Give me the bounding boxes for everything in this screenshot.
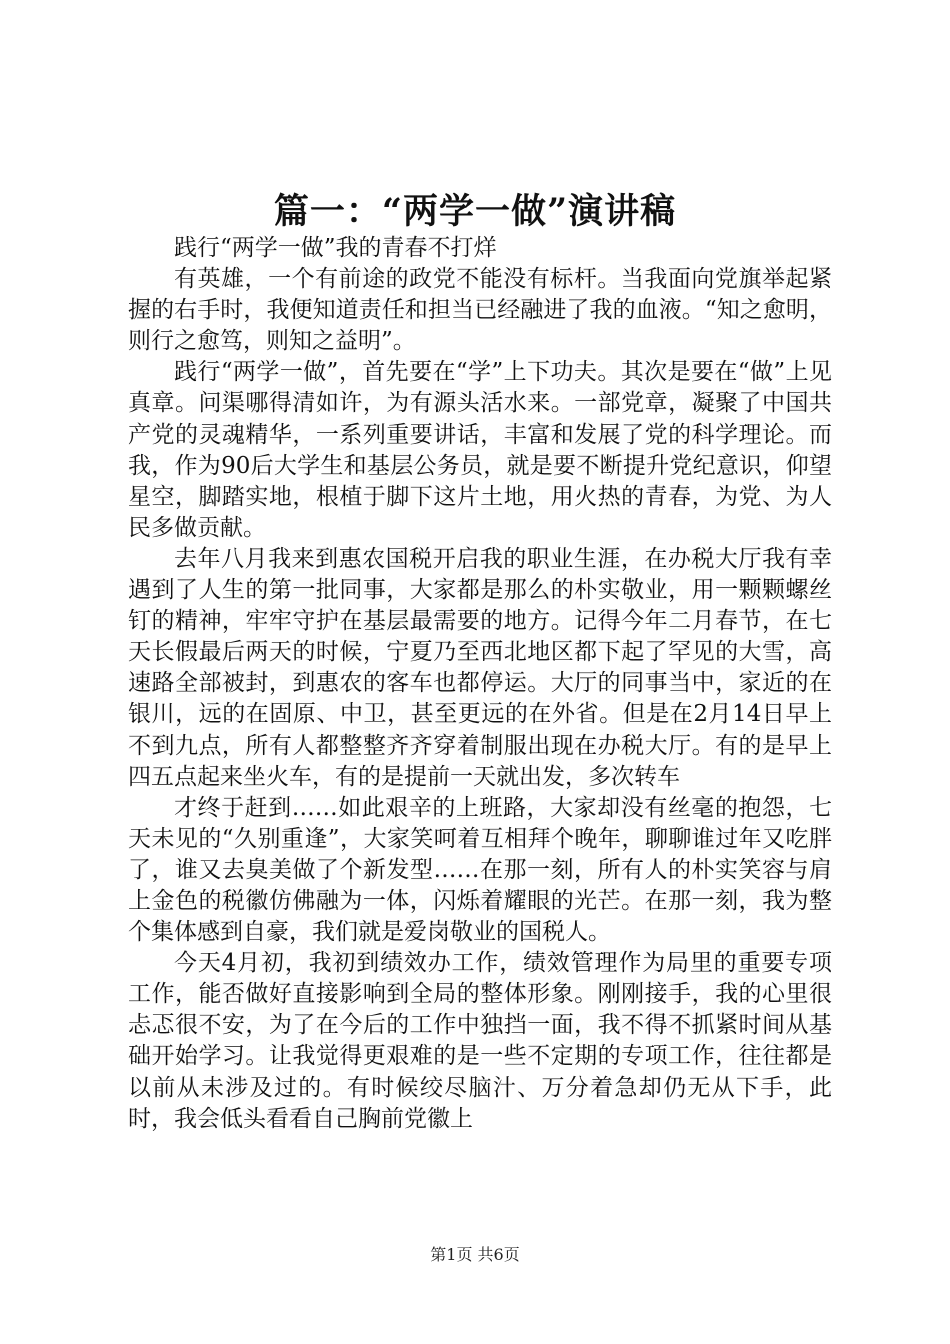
document-body (128, 233, 832, 1135)
paragraph: 去年八月我来到惠农国税开启我的职业生涯，在办税大厅我有幸遇到了人生的第一批同事，大家都是那么的朴实敬业，用一颗颗螺丝钉的精神，牢牢守护在基层最需要的地方。记得今年二月春节，在七天长假最后两天的时候，宁夏乃至西北地区都下起了罕见的大雪，高速路全部被封，到惠农的客车也都停运。大厅的同事当中，家近的在银川，远的在固原、中卫，甚至更远的在外省。但是在2月14日早上不到九点，所有人都整整齐齐穿着制服出现在办税大厅。有的是早上四五点起来坐火车，有的是提前一天就出发，多次转车 (128, 545, 832, 790)
document-title: 篇一：“两学一做”演讲稿 (273, 191, 677, 232)
paragraph: 践行“两学一做”，首先要在“学”上下功夫。其次是要在“做”上见真章。问渠哪得清如许，为有源头活水来。一部党章，凝聚了中国共产党的灵魂精华，一系列重要讲话，丰富和发展了党的科学理论。而我，作为90后大学生和基层公务员，就是要不断提升党纪意识，仰望星空，脚踏实地，根植于脚下这片土地，用火热的青春，为党、为人民多做贡献。 (128, 359, 832, 541)
page-footer: 第1页 共6页 (430, 1245, 520, 1264)
paragraph: 才终于赶到……如此艰辛的上班路，大家却没有丝毫的抱怨，七天未见的“久别重逢”，大家笑呵着互相拜个晚年，聊聊谁过年又吃胖了，谁又去臭美做了个新发型……在那一刻，所有人的朴实笑容与肩上金色的税徽仿佛融为一体，闪烁着耀眼的光芒。在那一刻，我为整个集体感到自豪，我们就是爱岗敬业的国税人。 (128, 794, 832, 946)
paragraph-subtitle: 践行“两学一做”我的青春不打烊 (174, 235, 497, 261)
paragraph: 有英雄，一个有前途的政党不能没有标杆。当我面向党旗举起紧握的右手时，我便知道责任和担当已经融进了我的血液。“知之愈明，则行之愈笃，则知之益明”。 (128, 266, 832, 355)
paragraph: 今天4月初，我初到绩效办工作，绩效管理作为局里的重要专项工作，能否做好直接影响到全局的整体形象。刚刚接手，我的心里很忐忑很不安，为了在今后的工作中独挡一面，我不得不抓紧时间从基础开始学习。让我觉得更艰难的是一些不定期的专项工作，往往都是以前从未涉及过的。有时候绞尽脑汁、万分着急却仍无从下手，此时，我会低头看看自己胸前党徽上 (128, 950, 832, 1132)
